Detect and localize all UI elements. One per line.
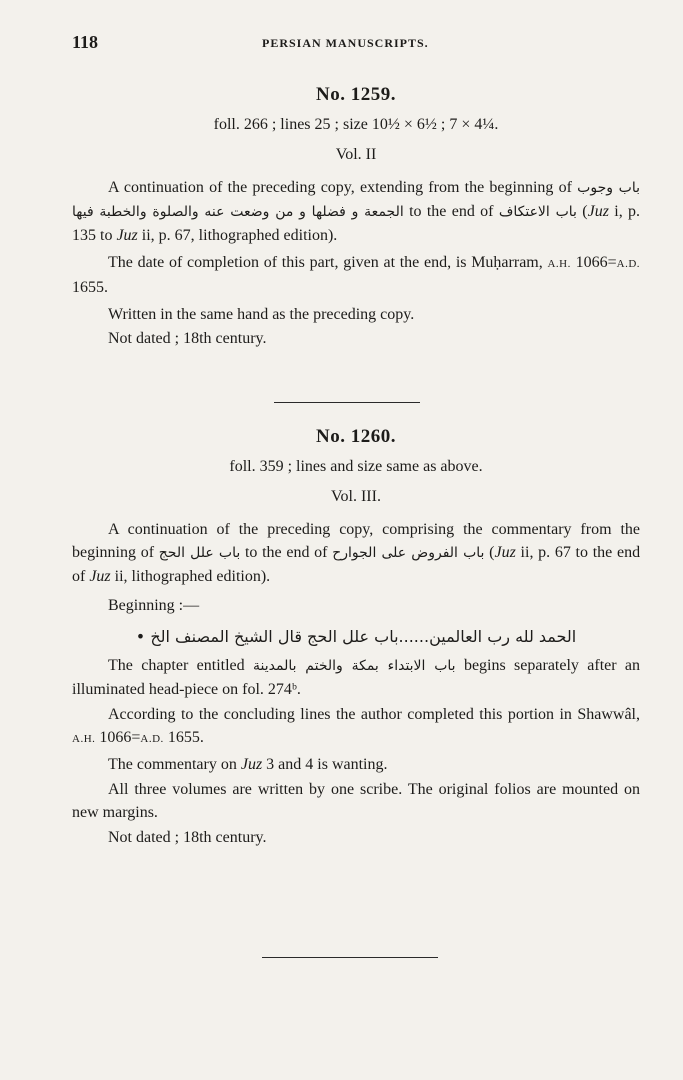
scribe-paragraph: All three volumes are written by one scribe. The original folios are mounted on new margins. [72, 781, 640, 821]
arabic-title: باب الابتداء بمكة والختم بالمدينة [253, 658, 456, 674]
wanting-paragraph: The commentary on Juz 3 and 4 is wanting. [108, 756, 388, 773]
entry-1260 [72, 426, 640, 849]
dating-paragraph: Not dated ; 18th century. [108, 330, 267, 347]
entry-number: No. 1260. [316, 426, 396, 447]
hand-paragraph: Written in the same hand as the preceding copy. [108, 306, 415, 323]
beginning-quote: الحمد لله رب العالمين......باب علل الحج قال الشيخ المصنف الخ • [135, 627, 577, 646]
arabic-title: باب الاعتكاف [498, 204, 577, 220]
running-head: PERSIAN MANUSCRIPTS. [262, 36, 429, 50]
arabic-title: باب علل الحج [158, 545, 241, 561]
entry-1259 [72, 84, 640, 350]
section-divider [274, 402, 420, 403]
page-header [0, 32, 683, 56]
volume-label: Vol. II [335, 146, 377, 163]
beginning-label: Beginning :— [108, 597, 200, 614]
collation-line: foll. 359 ; lines and size same as above. [229, 458, 483, 475]
dating-paragraph: Not dated ; 18th century. [108, 829, 267, 846]
description-paragraph: A continuation of the preceding copy, extending from the beginning of باب وجوب الجمعة و فضلها و من وضعت عنه والصلوة والخطبة فيها to the end of باب الاعتكاف (Juz i, p. 135 to Juz ii, p. 67, lithographed edition). [72, 179, 641, 244]
entry-number: No. 1259. [316, 84, 396, 105]
arabic-title: باب الفروض على الجوارح [332, 545, 485, 561]
page-number: 118 [72, 32, 99, 52]
arabic-title: باب وجوب الجمعة و فضلها و من وضعت عنه والصلوة والخطبة فيها [72, 180, 641, 220]
date-paragraph: The date of completion of this part, given at the end, is Muḥarram, A.H. 1066=A.D. 1655. [72, 254, 641, 296]
volume-label: Vol. III. [331, 488, 381, 505]
chapter-paragraph: The chapter entitled باب الابتداء بمكة والختم بالمدينة begins separately after an illuminated head-piece on fol. 274ᵇ. [72, 657, 641, 698]
description-paragraph: A continuation of the preceding copy, comprising the commentary from the beginning of باب علل الحج to the end of باب الفروض على الجوارح (Juz ii, p. 67 to the end of Juz ii, lithographed edition). [72, 521, 641, 585]
completion-paragraph: According to the concluding lines the author completed this portion in Shawwâl, A.H. 1066=A.D. 1655. [72, 706, 640, 746]
collation-line: foll. 266 ; lines 25 ; size 10½ × 6½ ; 7 × 4¼. [213, 116, 499, 133]
section-divider [262, 957, 438, 958]
